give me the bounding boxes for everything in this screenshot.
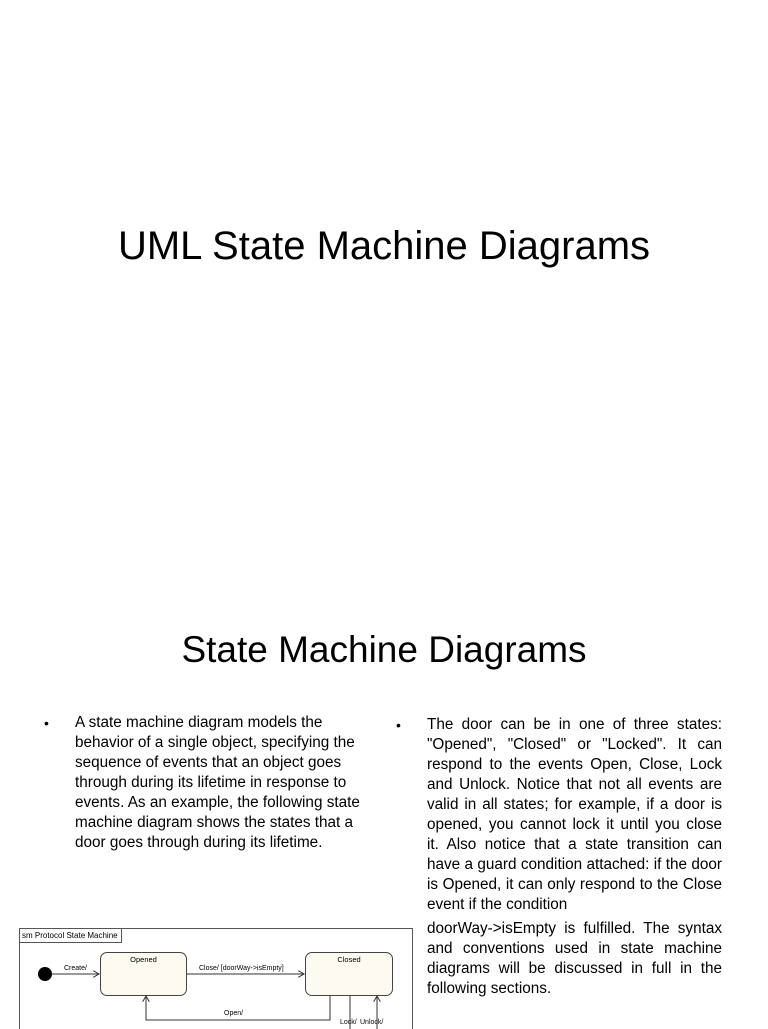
open-label: Open/ [224, 1010, 244, 1017]
right-column [396, 715, 722, 999]
left-bullet-text: A state machine diagram models the behavior of a single object, specifying the sequence of events that an object goes through during its lifetime in response to events. As an example, the following state machine diagram shows the states that a door goes through during its lifetime. [75, 714, 360, 851]
slide-1-title: UML State Machine Diagrams [117, 224, 651, 268]
right-bullet-text-continued: doorWay->isEmpty is fulfilled. The syntax and conventions used in state machine diagrams will be discussed in full in the following sections. [427, 920, 722, 997]
slide-2-title: State Machine Diagrams [181, 629, 587, 670]
state-closed-label: Closed [337, 955, 361, 964]
bullet-marker: • [44, 715, 49, 731]
close-label: Close/ [doorWay->isEmpty] [199, 965, 284, 972]
lock-label: Lock/ [340, 1019, 357, 1026]
left-column [44, 713, 384, 853]
bullet-marker: • [396, 717, 401, 733]
initial-state-icon [38, 967, 52, 981]
create-label: Create/ [64, 965, 87, 972]
state-opened-label: Opened [130, 955, 157, 964]
right-bullet-text: The door can be in one of three states: "Opened", "Closed" or "Locked". It can respond to the events Open, Close, Lock and Unlock. Notice that not all events are valid in all states; for example, if a door is opened, you cannot lock it until you close it. Also notice that a state transition can have a guard condition attached: if the door is Opened, it can only respond to the Close event if the condition [427, 716, 722, 913]
diagram-frame-label: sm Protocol State Machine [20, 929, 122, 943]
unlock-label: Unlock/ [360, 1019, 384, 1026]
state-opened [100, 952, 187, 996]
slide-2 [0, 576, 768, 1024]
state-closed [305, 952, 393, 996]
state-machine-diagram [19, 928, 413, 1029]
